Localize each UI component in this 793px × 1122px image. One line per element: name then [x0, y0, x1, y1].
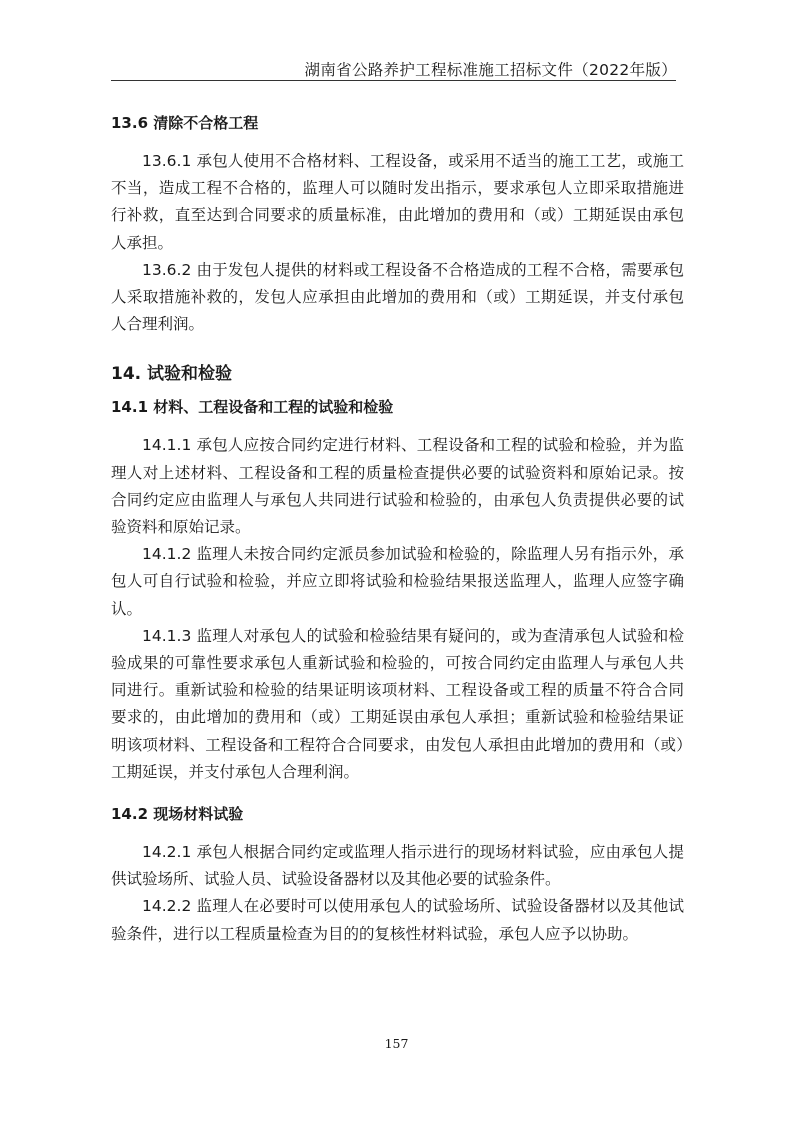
- paragraph-13-6-2: 13.6.2 由于发包人提供的材料或工程设备不合格造成的工程不合格，需要承包人采取措施补救的，发包人应承担由此增加的费用和（或）工期延误，并支付承包人合理利润。: [111, 260, 684, 334]
- running-header-title: 湖南省公路养护工程标准施工招标文件（2022年版）: [304, 61, 677, 79]
- paragraph-14-1-2: 14.1.2 监理人未按合同约定派员参加试验和检验的，除监理人另有指示外，承包人可自行试验和检验，并应立即将试验和检验结果报送监理人，监理人应签字确认。: [111, 545, 684, 618]
- paragraph-14-2-2: 14.2.2 监理人在必要时可以使用承包人的试验场所、试验设备器材以及其他试验条件，进行以工程质量检查为目的的复核性材料试验，承包人应予以协助。: [111, 897, 684, 943]
- section-heading-14-1: 14.1 材料、工程设备和工程的试验和检验: [111, 398, 394, 417]
- section-heading-14-2: 14.2 现场材料试验: [111, 805, 244, 824]
- section-heading-13-6: 13.6 清除不合格工程: [111, 114, 259, 132]
- paragraph-14-1-3: 14.1.3 监理人对承包人的试验和检验结果有疑问的，或为查清承包人试验和检验成果的可靠性要求承包人重新试验和检验的，可按合同约定由监理人与承包人共同进行。重新试验和检验的结果证明该项材料、工程设备或工程的质量不符合合同要求的，由此增加的费用和（或）工期延误由承包人承担；重新试验和检验结果证明该项材料、工程设备和工程符合合同要求，由发包人承担由此增加的费用和（或）工期延误，并支付承包人合理利润。: [111, 626, 684, 781]
- paragraph-14-1-1: 14.1.1 承包人应按合同约定进行材料、工程设备和工程的试验和检验，并为监理人对上述材料、工程设备和工程的质量检查提供必要的试验资料和原始记录。按合同约定应由监理人与承包人共同进行试验和检验的，由承包人负责提供必要的试验资料和原始记录。: [111, 436, 684, 537]
- chapter-heading-14: 14. 试验和检验: [111, 364, 233, 385]
- document-body: [111, 110, 684, 948]
- paragraph-14-2-1: 14.2.1 承包人根据合同约定或监理人指示进行的现场材料试验，应由承包人提供试验场所、试验人员、试验设备器材以及其他必要的试验条件。: [111, 843, 684, 889]
- paragraph-13-6-1: 13.6.1 承包人使用不合格材料、工程设备，或采用不适当的施工工艺，或施工不当，造成工程不合格的，监理人可以随时发出指示，要求承包人立即采取措施进行补救，直至达到合同要求的质量标准，由此增加的费用和（或）工期延误由承包人承担。: [111, 152, 684, 252]
- header-rule: [111, 80, 676, 81]
- page-number: 157: [384, 1036, 409, 1051]
